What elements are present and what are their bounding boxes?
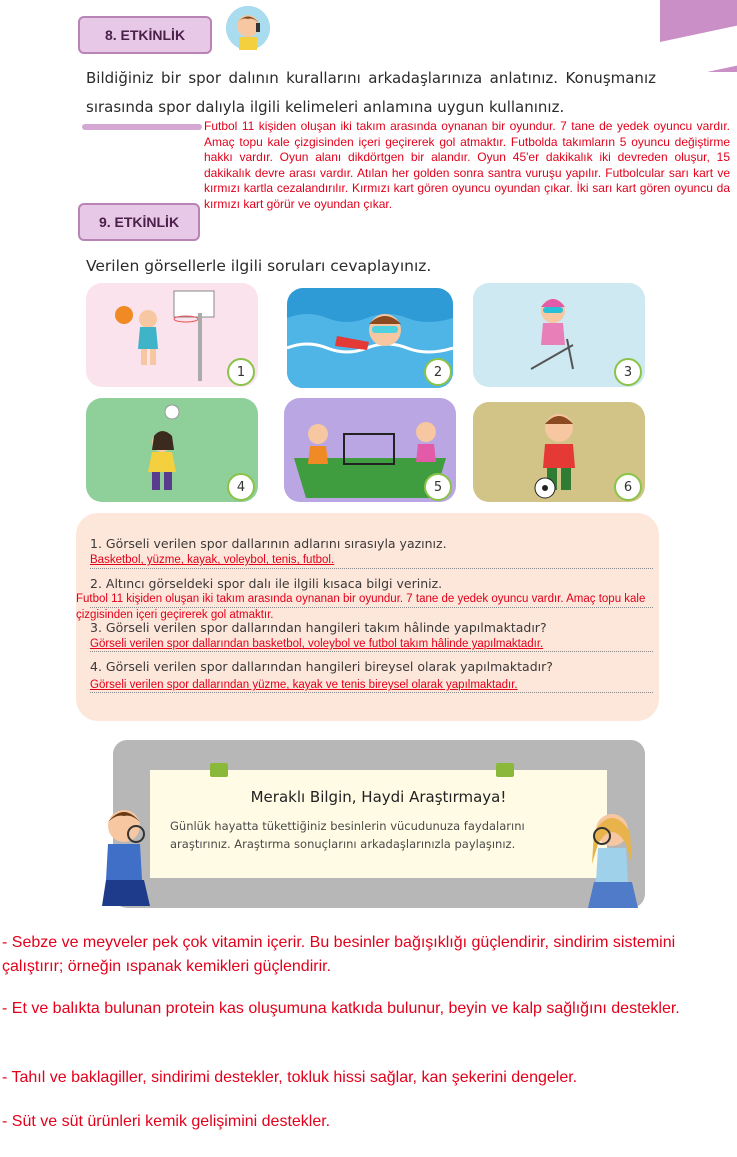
answer-paragraph-1: - Sebze ve meyveler pek çok vitamin içerir. Bu besinler bağışıklığı güçlendirir, sindirim sistemini çalıştırır; örneğin ıspanak kemikleri güçlendirir. [2, 934, 676, 975]
activity9-instruction: Verilen görsellerle ilgili soruları cevaplayınız. [86, 257, 432, 275]
girl-magnifier-illustration [580, 804, 646, 914]
paper-clip-icon [496, 763, 514, 777]
image-number-2: 2 [424, 358, 452, 386]
answer-line-1 [90, 568, 653, 569]
answer-2: Futbol 11 kişiden oluşan iki takım arasında oynanan bir oyundur. 7 tane de yedek oyuncu vardır. Amaç topu kale çizgisinden içeri geçirerek gol atmaktır. [76, 593, 646, 621]
activity8-instruction: Bildiğiniz bir spor dalının kurallarını arkadaşlarınıza anlatınız. Konuşmanız sırasında spor dalıyla ilgili kelimeleri anlamına uygun kullanınız. [86, 69, 656, 116]
question-1: 1. Görseli verilen spor dallarının adlarını sırasıyla yazınız. [90, 536, 447, 551]
answer-paragraph-2: - Et ve balıkta bulunan protein kas oluşumuna katkıda bulunur, beyin ve kalp sağlığını destekler. [2, 1000, 680, 1017]
answer-1: Basketbol, yüzme, kayak, voleybol, tenis, futbol. [90, 554, 335, 566]
image-number-6: 6 [614, 473, 642, 501]
answer-paragraph-3: - Tahıl ve baklagiller, sindirimi destekler, tokluk hissi sağlar, kan şekerini dengeler. [2, 1069, 578, 1086]
answer-3: Görseli verilen spor dallarından basketbol, voleybol ve futbol takım hâlinde yapılmaktadır. [90, 638, 544, 650]
divider [82, 124, 202, 130]
boy-phone-illustration [226, 6, 270, 50]
answer-paragraph-4: - Süt ve süt ürünleri kemik gelişimini destekler. [2, 1113, 331, 1130]
image-number-3: 3 [614, 358, 642, 386]
question-4: 4. Görseli verilen spor dallarından hangileri bireysel olarak yapılmaktadır? [90, 659, 553, 674]
activity8-answer: Futbol 11 kişiden oluşan iki takım arasında oynanan bir oyundur. 7 tane de yedek oyuncu vardır. Amaç topu kale çizgisinden içeri geçirerek gol atmaktır. Futbolda takımların 5 oyuncu değiştirme hakkı vardır. Oyun alanı dikdörtgen bir alandır. Oyun 45'er dakikalık iki devreden oluşur, 15 dakikalık devre arası vardır. Atılan her golden sonra santra vuruşu yapılır. Futbolcular sarı kart ve kırmızı kartla cezalandırılır. Kırmızı kart gören oyuncu oyundan çıkar. İki sarı kart gören oyuncu da kırmızı kart görür ve oyundan çıkar. [204, 119, 730, 211]
activity9-badge: 9. ETKİNLİK [78, 203, 200, 241]
image-number-4: 4 [227, 473, 255, 501]
image-number-1: 1 [227, 358, 255, 386]
boy-magnifier-illustration [92, 800, 156, 912]
activity8-badge: 8. ETKİNLİK [78, 16, 212, 54]
research-text: Günlük hayatta tükettiğiniz besinlerin vücudunuza faydalarını araştırınız. Araştırma sonuçlarını arkadaşlarınızla paylaşınız. [170, 819, 525, 851]
answer-line-3 [90, 651, 653, 652]
answer-line-4 [90, 692, 653, 693]
question-2: 2. Altıncı görseldeki spor dalı ile ilgili kısaca bilgi veriniz. [90, 576, 443, 591]
answer-4: Görseli verilen spor dallarından yüzme, kayak ve tenis bireysel olarak yapılmaktadır. [90, 679, 518, 691]
research-title: Meraklı Bilgin, Haydi Araştırmaya! [250, 788, 507, 806]
paper-clip-icon [210, 763, 228, 777]
question-3: 3. Görseli verilen spor dallarından hangileri takım hâlinde yapılmaktadır? [90, 620, 547, 635]
image-number-5: 5 [424, 473, 452, 501]
